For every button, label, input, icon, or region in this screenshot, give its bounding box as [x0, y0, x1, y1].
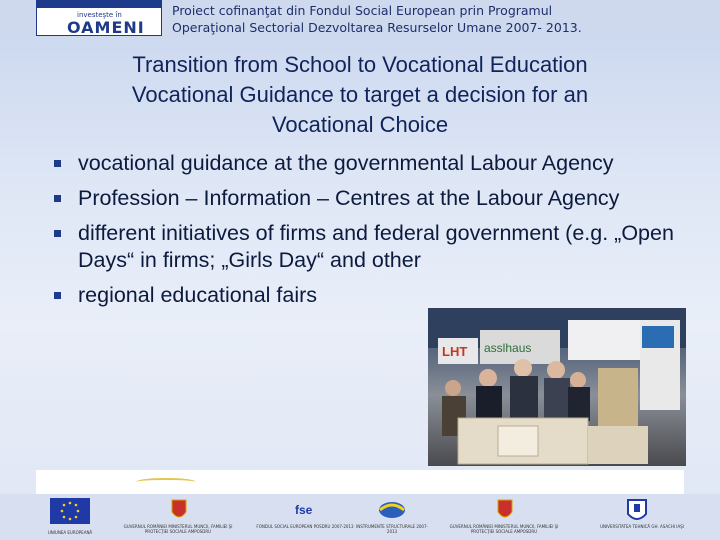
logo-small-text: investeşte în — [77, 11, 122, 19]
bullet-item — [52, 220, 702, 274]
bullet-text: regional educational fairs — [78, 283, 318, 307]
investeste-in-oameni-logo — [36, 0, 162, 36]
bullet-text: vocational guidance at the governmental Labour Agency — [78, 151, 614, 175]
education-fair-photo — [428, 308, 686, 466]
romanian-coat-of-arms-icon — [170, 498, 188, 522]
bullet-square-icon — [54, 230, 61, 237]
photo-sign-haus: asslhaus — [484, 341, 532, 355]
bullet-text: different initiatives of firms and federal government (e.g. „Open Days“ in firms; „Girls Day“ and other — [78, 221, 674, 272]
swoosh-decoration — [136, 478, 196, 486]
title-line-3: Vocational Choice — [271, 112, 449, 137]
header-line-1: Proiect cofinanţat din Fondul Social European prin Programul — [172, 3, 553, 18]
footer-label: GUVERNUL ROMÂNIEI MINISTERUL MUNCII, FAMILIEI ŞI PROTECŢIEI SOCIALE AMPOSDRU — [123, 524, 233, 534]
slide-title — [40, 50, 680, 140]
footer-strip — [36, 470, 684, 494]
fse-logo-icon — [292, 498, 318, 520]
bullet-item — [52, 282, 702, 309]
bullet-item — [52, 185, 702, 212]
title-line-2: Vocational Guidance to target a decision for an — [131, 82, 589, 107]
footer-label: UNIUNEA EUROPEANĂ — [47, 530, 93, 535]
romanian-coat-of-arms-icon — [496, 498, 514, 522]
footer-label: UNIVERSITATEA TEHNICĂ GH. ASACHI IAŞI — [600, 524, 684, 529]
logo-big-text: OAMENI — [67, 18, 145, 37]
sponsor-footer — [0, 494, 720, 540]
header-line-2: Operaţional Sectorial Dezvoltarea Resurselor Umane 2007- 2013. — [172, 20, 582, 35]
svg-text:fse: fse — [295, 503, 313, 517]
university-crest-icon — [626, 498, 648, 524]
eu-flag-icon — [50, 498, 90, 524]
bullet-square-icon — [54, 292, 61, 299]
footer-label: INSTRUMENTE STRUCTURALE 2007-2013 — [356, 524, 428, 534]
bullet-item — [52, 150, 702, 177]
bullet-square-icon — [54, 195, 61, 202]
title-line-1: Transition from School to Vocational Education — [132, 52, 588, 77]
bullet-list — [52, 150, 702, 317]
bullet-text: Profession – Information – Centres at the Labour Agency — [78, 186, 620, 210]
footer-label: GUVERNUL ROMÂNIEI MINISTERUL MUNCII, FAMILIEI ŞI PROTECŢIEI SOCIALE AMPOSDRU — [449, 524, 559, 534]
photo-sign-lht: LHT — [442, 344, 468, 359]
footer-label: FONDUL SOCIAL EUROPEAN POSDRU 2007-2013 — [256, 524, 354, 529]
structural-instruments-icon — [376, 498, 408, 520]
bullet-square-icon — [54, 160, 61, 167]
header-band — [0, 0, 720, 38]
